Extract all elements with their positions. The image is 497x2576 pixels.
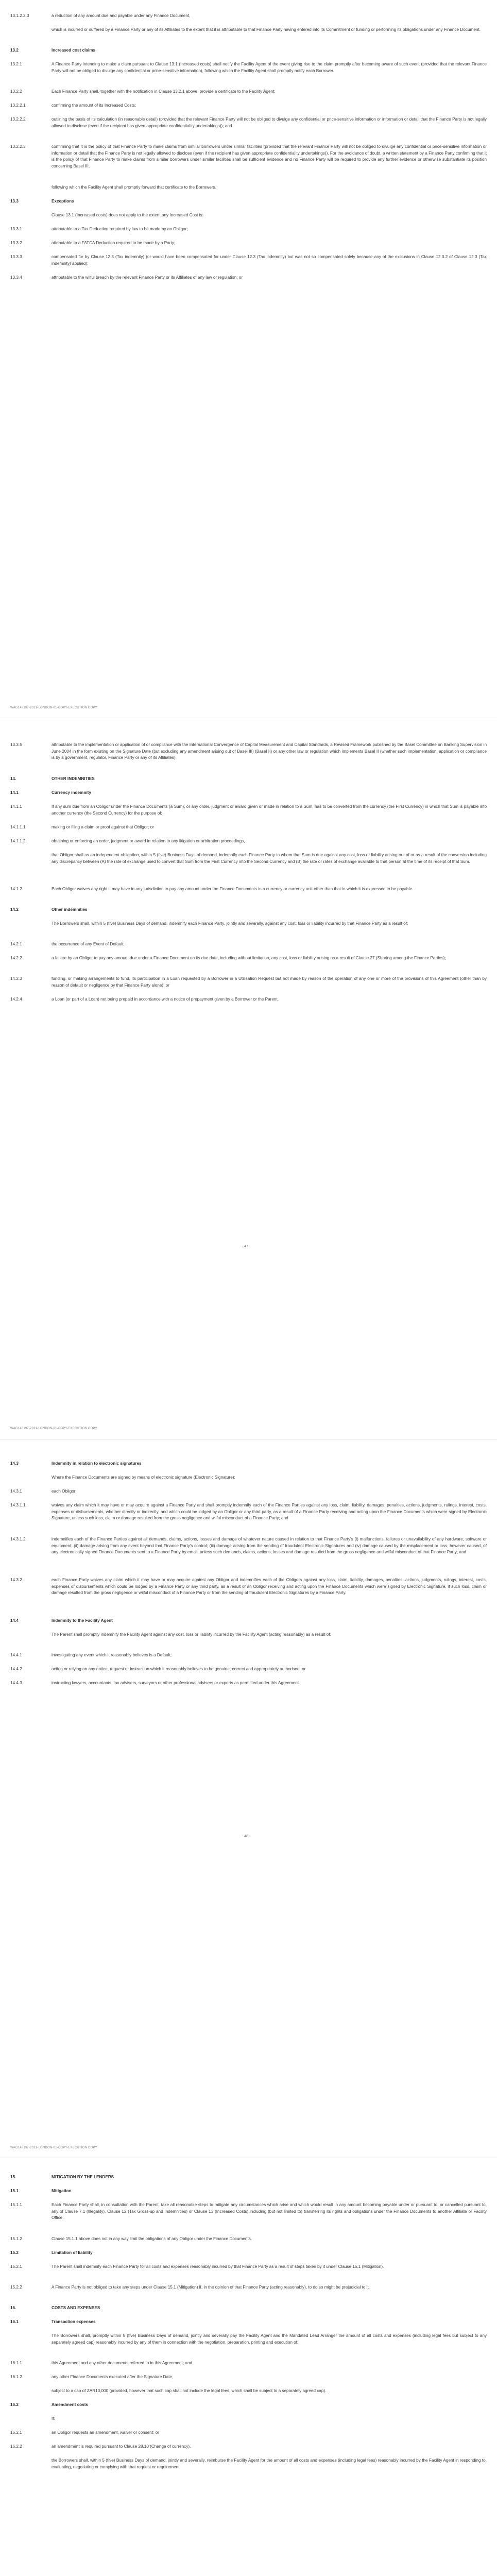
clause-number: 14.1.2 [10, 887, 22, 891]
clause-text: A Finance Party intending to make a claim pursuant to Clause 13.1 (Increased costs) shall notify the Facility Agent of the event giving rise to the claim promptly after becoming aware of such event (provided that the relevant Finance Party will not be obliged to divulge any confidential or price-sensitive information), following which the Facility Agent shall promptly notify each Borrower. [52, 62, 487, 73]
clause-text: Each Finance Party shall, together with the notification in Clause 13.2.1 above, provide a certificate to the Facility Agent: [52, 89, 276, 94]
clause-number: 13.3.4 [10, 275, 22, 280]
clause-heading: COSTS AND EXPENSES [52, 2306, 100, 2310]
clause-number: 15.2 [10, 2250, 19, 2255]
clause-text: the Borrowers shall, within 5 (five) Business Days of demand, jointly and severally, reimburse the Facility Agent for the amount of all costs and expenses (including legal fees) reasonably incurred by the Facility Agent in responding to, evaluating, negotiating or complying with that request or requirement. [52, 2458, 487, 2469]
clause-heading: OTHER INDEMNITIES [52, 776, 95, 781]
clause-text: compensated for by Clause 12.3 (Tax indemnity) (or would have been compensated for under Clause 12.3 (Tax indemnity) but was not so compensated solely because any of the exclusions in Clause 12.3.2 of Clause 12.3 (Tax indemnity) applied); [52, 255, 487, 266]
clause-text: attributable to a FATCA Deduction required to be made by a Party; [52, 241, 176, 245]
clause-text: instructing lawyers, accountants, tax advisers, surveyors or other professional advisers or experts as permitted under this Agreement. [52, 1681, 300, 1685]
clause-number: 13.2.2.1 [10, 103, 26, 108]
clause-heading: Indemnity to the Facility Agent [52, 1618, 113, 1623]
clause-number: 14.4.1 [10, 1653, 22, 1657]
clause-number: 15.2.2 [10, 2285, 22, 2290]
clause-text: an Obligor requests an amendment, waiver or consent; or [52, 2430, 159, 2435]
clause-heading: Currency indemnity [52, 790, 91, 795]
clause-number: 14.3 [10, 1461, 19, 1466]
clause-heading: Transaction expenses [52, 2319, 96, 2324]
clause-number: 13.2 [10, 48, 19, 53]
clause-number: 14.4.3 [10, 1681, 22, 1685]
document-footer-reference: WAG148197-2021-LONDON-01-COPY-EXECUTION COPY [10, 2146, 97, 2149]
document-page-3 [0, 1440, 497, 2159]
clause-text: each Finance Party waives any claim which it may have or may acquire against any Obligor and indemnifies each of the Obligors against any loss, claim, liability, damages, penalties, actions, judgments, rulings, interest, costs, expenses or disbursements which could be lodged by a Finance Party or any third party, as a result of an Obligor receiving and acting upon the Finance Documents which were signed by Electronic Signature, if such loss, claim or damage resulted from the gross negligence or wilful misconduct of a Finance Party or from the sending of fraudulent Electronic Signatures by a Finance Party. [52, 1578, 487, 1596]
clause-heading: Indemnity in relation to electronic signatures [52, 1461, 142, 1466]
clause-number: 14.3.1.2 [10, 1537, 26, 1541]
clause-number: 16.2 [10, 2402, 19, 2407]
clause-number: 14. [10, 776, 16, 781]
clause-text: indemnifies each of the Finance Parties against all demands, claims, actions, losses and damage of whatever nature caused in relation to that Finance Party's (i) malfunctions, failures or unavailability of any hardware, software or equipment; (ii) damage arising from any event beyond that Finance Party's control; (iii) damage arising from the sending of fraudulent Electronic Signatures and (iv) damage caused by the misplacement or loss, however caused, of any electronically signed Finance Documents sent to a Finance Party by email, unless such demands, claims, actions, losses and damage resulted from the gross negligence and wilful misconduct of that Finance Party; and [52, 1537, 487, 1555]
clause-number: 14.4.2 [10, 1667, 22, 1671]
clause-text: a failure by an Obligor to pay any amount due under a Finance Document on its due date, including without limitation, any cost, loss or liability arising as a result of Clause 27 (Sharing among the Finance Parties); [52, 956, 446, 960]
clause-number: 15.2.1 [10, 2264, 22, 2269]
clause-number: 14.1.1 [10, 804, 22, 809]
clause-text: any other Finance Documents executed after the Signature Date, [52, 2375, 174, 2379]
clause-number: 16.2.2 [10, 2444, 22, 2449]
clause-text: a Loan (or part of a Loan) not being prepaid in accordance with a notice of prepayment given by a Borrower or the Parent. [52, 997, 279, 1002]
clause-text: A Finance Party is not obliged to take any steps under Clause 15.1 (Mitigation) if, in the opinion of that Finance Party (acting reasonably), to do so might be prejudicial to it. [52, 2285, 370, 2290]
clause-text: confirming that it is the policy of that Finance Party to make claims from similar borrowers under similar facilities (provided that the relevant Finance Party will not be obliged to divulge any confidential or price-sensitive information or information or detail that the Finance Party is not legally allowed to disclose (even if the recipient has given appropriate confidentiality undertakings)). For the avoidance of doubt, a written statement by a Finance Party confirming that it is the policy of that Finance Party to make claims from similar borrowers under similar facilities shall be sufficient evidence and no Finance Party will be required to provide any further evidence or otherwise substantiate its position concerning Basel III, [52, 144, 487, 169]
clause-text: that Obligor shall as an independent obligation, within 5 (five) Business Days of demand, indemnify each Finance Party to whom that Sum is due against any cost, loss or liability arising out of or as a result of the conversion including any discrepancy between (A) the rate of exchange used to convert that Sum from the First Currency into the Second Currency and (B) the rate or rates of exchange available to that person at the time of its receipt of that Sum. [52, 853, 487, 864]
clause-number: 15. [10, 2175, 16, 2179]
clause-number: 16. [10, 2306, 16, 2310]
clause-number: 13.2.2.3 [10, 144, 26, 149]
document-footer-reference: WAG148197-2021-LONDON-01-COPY-EXECUTION COPY [10, 1427, 97, 1430]
clause-text: The Borrowers shall, promptly within 5 (five) Business Days of demand, jointly and severally pay the Facility Agent and the Mandated Lead Arranger the amount of all costs and expenses (including legal fees but subject to any separately agreed cap) reasonably incurred by any of them in connection with the negotiation, preparation, printing and execution of: [52, 2333, 487, 2345]
clause-number: 13.3.3 [10, 255, 22, 259]
clause-heading: Increased cost claims [52, 48, 96, 53]
clause-text: investigating any event which it reasonably believes is a Default; [52, 1653, 172, 1657]
clause-text: attributable to the wilful breach by the relevant Finance Party or its Affiliates of any law or regulation; or [52, 275, 243, 280]
clause-number: 14.1.1.1 [10, 825, 26, 829]
clause-text: The Parent shall promptly indemnify the Facility Agent against any cost, loss or liability incurred by the Facility Agent (acting reasonably) as a result of: [52, 1632, 331, 1637]
clause-number: 13.3.5 [10, 742, 22, 747]
clause-number: 13.3.1 [10, 227, 22, 231]
clause-number: 13.2.2.2 [10, 117, 26, 122]
clause-text: a reduction of any amount due and payable under any Finance Document, [52, 13, 191, 18]
clause-number: 15.1 [10, 2189, 19, 2193]
clause-text: attributable to a Tax Deduction required by law to be made by an Obligor; [52, 227, 188, 231]
clause-text: funding, or making arrangements to fund, its participation in a Loan requested by a Borrower in a Utilisation Request but not made by reason of the operation of any one or more of the provisions of this Agreement (other than by reason of default or negligence by that Finance Party alone); or [52, 976, 487, 988]
clause-text: an amendment is required pursuant to Clause 28.10 (Change of currency), [52, 2444, 191, 2449]
clause-number: 14.2.2 [10, 956, 22, 960]
clause-number: 13.2.1 [10, 62, 22, 66]
clause-text: the occurrence of any Event of Default; [52, 942, 125, 946]
clause-number: 13.3.2 [10, 241, 22, 245]
page-number: - 47 - [242, 1245, 251, 1248]
clause-number: 14.2.4 [10, 997, 22, 1002]
clause-text: following which the Facility Agent shall promptly forward that certificate to the Borrowers. [52, 185, 216, 190]
clause-text: each Obligor: [52, 1489, 77, 1494]
clause-text: outlining the basis of its calculation (in reasonable detail) (provided that the relevant Finance Party will not be obliged to divulge any confidential or price-sensitive information or information or detail that the Finance Party is not legally allowed to disclose (even if the recipient has given appropriate confidentiality undertakings)); and [52, 117, 487, 128]
clause-heading: Amendment costs [52, 2402, 88, 2407]
clause-heading: MITIGATION BY THE LENDERS [52, 2175, 114, 2179]
clause-number: 16.1.1 [10, 2361, 22, 2365]
clause-heading: Mitigation [52, 2189, 72, 2193]
clause-number: 16.1.2 [10, 2375, 22, 2379]
clause-text: Each Obligor waives any right it may have in any jurisdiction to pay any amount under the Finance Documents in a currency or currency unit other than that in which it is expressed to be payable. [52, 887, 414, 891]
clause-number: 13.2.2 [10, 89, 22, 94]
clause-number: 15.1.1 [10, 2202, 22, 2207]
clause-text: subject to a cap of ZAR10,000 (provided, however that such cap shall not include the legal fees, which shall be subject to a separately agreed cap). [52, 2388, 327, 2393]
clause-text: Clause 15.1.1 above does not in any way limit the obligations of any Obligor under the Finance Documents. [52, 2236, 252, 2241]
document-footer-reference: WAG148197-2021-LONDON-01-COPY-EXECUTION COPY [10, 706, 97, 709]
clause-number: 14.4 [10, 1618, 19, 1623]
clause-text: waives any claim which it may have or may acquire against a Finance Party and shall promptly indemnify each of the Finance Parties against any loss, claim, liability, damages, penalties, actions, judgments, rulings, interest, costs, expenses or disbursements, whether directly or indirectly, and which could be lodged by an Obligor or any third party, as a result of a Finance Party receiving and acting upon the Finance Documents which were signed by Electronic Signature, unless such loss, claim or damage resulted from the gross negligence and wilful misconduct of a Finance Party; and [52, 1503, 487, 1521]
page-number: - 48 - [242, 1835, 251, 1838]
clause-text: Clause 13.1 (Increased costs) does not apply to the extent any Increased Cost is: [52, 213, 203, 217]
clause-text: making or filing a claim or proof against that Obligor; or [52, 825, 154, 829]
clause-number: 14.2.3 [10, 976, 22, 981]
clause-heading: Exceptions [52, 199, 74, 204]
clause-number: 13.1.2.2.3 [10, 13, 29, 18]
clause-text: confirming the amount of its Increased Costs; [52, 103, 136, 108]
clause-text: If any sum due from an Obligor under the Finance Documents (a Sum), or any order, judgment or award given or made in relation to a Sum, has to be converted from the currency (the First Currency) in which that Sum is payable into another currency (the Second Currency) for the purpose of: [52, 804, 487, 816]
clause-text: acting or relying on any notice, request or instruction which it reasonably believes to be genuine, correct and appropriately authorised; or [52, 1667, 306, 1671]
clause-number: 13.3 [10, 199, 19, 204]
clause-text: The Borrowers shall, within 5 (five) Business Days of demand, indemnify each Finance Party, jointly and severally, against any cost, loss or liability incurred by that Finance Party as a result of: [52, 921, 408, 926]
clause-text: obtaining or enforcing an order, judgment or award in relation to any litigation or arbitration proceedings, [52, 839, 245, 843]
clause-number: 16.2.1 [10, 2430, 22, 2435]
clause-number: 14.2 [10, 907, 19, 912]
document-page-2 [0, 719, 497, 1440]
clause-number: 16.1 [10, 2319, 19, 2324]
clause-number: 14.2.1 [10, 942, 22, 946]
clause-text: Where the Finance Documents are signed by means of electronic signature (Electronic Signature): [52, 1475, 235, 1480]
clause-text: attributable to the implementation or application of or compliance with the International Convergence of Capital Measurement and Capital Standards, a Revised Framework published by the Basel Committee on Banking Supervision in June 2004 in the form existing on the Signature Date (but excluding any amendment arising out of Basel III) (Basel II) or any other law or regulation which implements Basel II (whether such implementation, application or compliance is by a government, regulator, Finance Party or any of its Affiliates). [52, 742, 487, 760]
clause-text: The Parent shall indemnify each Finance Party for all costs and expenses reasonably incurred by that Finance Party as a result of steps taken by it under Clause 15.1 (Mitigation). [52, 2264, 384, 2269]
clause-text: which is incurred or suffered by a Finance Party or any of its Affiliates to the extent that it is attributable to that Finance Party having entered into its Commitment or funding or performing its obligations under any Finance Document. [52, 27, 481, 32]
clause-number: 14.1.1.2 [10, 839, 26, 843]
clause-number: 15.1.2 [10, 2236, 22, 2241]
clause-heading: Limitation of liability [52, 2250, 93, 2255]
document-page-4 [0, 2159, 497, 2576]
clause-text: If: [52, 2416, 55, 2421]
clause-number: 14.3.1 [10, 1489, 22, 1494]
clause-heading: Other indemnities [52, 907, 88, 912]
clause-number: 14.1 [10, 790, 19, 795]
document-page-1 [0, 0, 497, 719]
clause-text: this Agreement and any other documents referred to in this Agreement; and [52, 2361, 193, 2365]
clause-number: 14.3.2 [10, 1578, 22, 1582]
clause-text: Each Finance Party shall, in consultation with the Parent, take all reasonable steps to mitigate any circumstances which arise and which would result in any amount becoming payable under or pursuant to, or cancelled pursuant to, any of Clause 7.1 (Illegality), Clause 12 (Tax Gross-up and Indemnities) or Clause 13 (Increased Costs) including (but not limited to) transferring its rights and obligations under the Finance Documents to another Affiliate or Facility Office. [52, 2202, 487, 2221]
clause-number: 14.3.1.1 [10, 1503, 26, 1507]
